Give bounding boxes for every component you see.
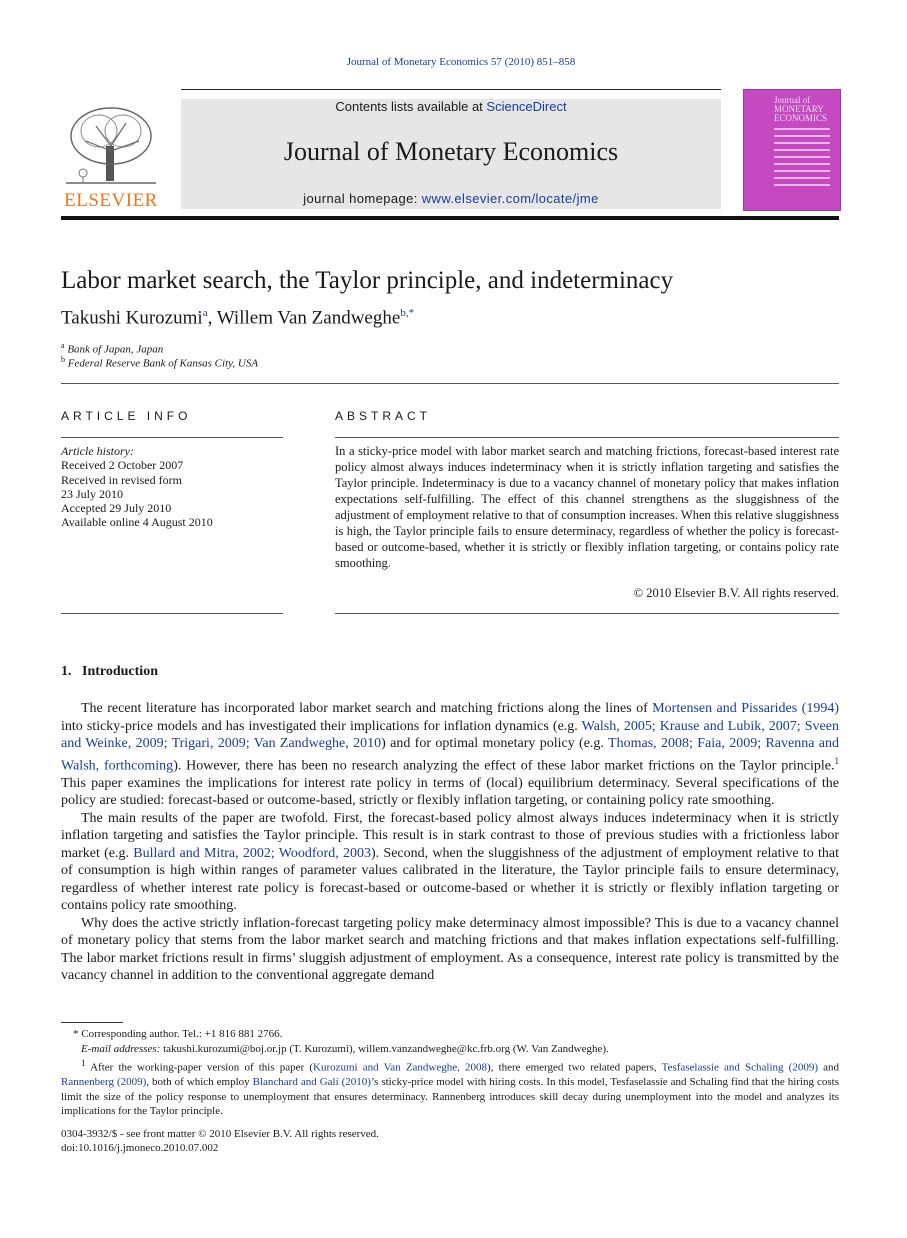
front-matter-line: 0304-3932/$ - see front matter © 2010 Elsevier B.V. All rights reserved. xyxy=(61,1128,379,1140)
section-heading-introduction: 1. Introduction xyxy=(61,664,158,679)
homepage-prefix: journal homepage: xyxy=(303,191,422,206)
header-rule xyxy=(181,89,721,90)
text: The main results of the paper are twofold. First, the forecast-based policy almost always induces indeterminacy when it is strictly inflation targeting and satisfies the Taylor principle. This result is in stark contrast to those of previous studies with a frictionless labor market (e.g. xyxy=(61,810,839,861)
ref-link[interactable]: Mortensen and Pissarides (1994) xyxy=(652,701,839,716)
journal-citation[interactable]: Journal of Monetary Economics 57 (2010) 851–858 xyxy=(346,56,576,68)
history-revised: Received in revised form xyxy=(61,472,182,487)
affiliation-b-text: Federal Reserve Bank of Kansas City, USA xyxy=(67,357,259,370)
article-title: Labor market search, the Taylor principle, and indeterminacy xyxy=(61,267,674,294)
author-2-affil-mark[interactable]: b, xyxy=(400,307,409,319)
text: ). However, there has been no research analyzing the effect of these labor market frictions on the Taylor principle. xyxy=(173,758,835,774)
contents-prefix: Contents lists available at xyxy=(335,99,487,114)
text: ). Second, when the sluggishness of the adjustment of employment relative to that of consumption is high within ranges of parameter values calibrated in the literature, the Taylor principle fails to ensure determinacy, regardless of whether interest rate policy is forecast-based or outcome-based or whether it is strictly or flexibly inflation targeting or contains policy rate smoothing. xyxy=(61,845,839,914)
abstract-heading: ABSTRACT xyxy=(335,409,432,423)
sciencedirect-link[interactable]: ScienceDirect xyxy=(486,99,567,114)
article-history xyxy=(61,444,213,530)
article-info-bottom-rule xyxy=(61,613,283,614)
homepage-link[interactable]: www.elsevier.com/locate/jme xyxy=(421,191,599,206)
text: into sticky-price models and has investigated their implications for inflation dynamics (e.g. xyxy=(61,718,582,734)
ref-link[interactable]: Tesfaselassie and Schaling (2009) xyxy=(661,1061,818,1074)
history-revised-date: 23 July 2010 xyxy=(61,486,124,501)
text: After the working-paper version of this paper ( xyxy=(85,1061,314,1074)
email-addresses: takushi.kurozumi@boj.or.jp (T. Kurozumi), willem.vanzandweghe@kc.frb.org (W. Van Zandweghe). xyxy=(160,1042,609,1055)
journal-title: Journal of Monetary Economics xyxy=(283,137,619,166)
body-text xyxy=(61,700,839,985)
email-note xyxy=(61,1042,839,1057)
ref-link[interactable]: Thomas, 2008; Faia, 2009; Ravenna and Walsh, forthcoming xyxy=(61,736,839,774)
text: This paper examines the implications for interest rate policy in terms of (local) equilibrium determinacy. Several specifications of the policy are studied: forecast-based or outcome-based, strictly or flexibly inflation targeting, or containing policy rate smoothing. xyxy=(61,775,839,809)
footnote-rule xyxy=(61,1022,123,1023)
footnote-1-number: 1 xyxy=(81,1058,86,1068)
corresponding-author-mark[interactable]: * xyxy=(408,307,415,319)
issn-block xyxy=(61,1127,379,1155)
affiliation-b-mark: b xyxy=(61,355,65,364)
ref-link[interactable]: Blanchard and Galí (2010) xyxy=(252,1076,371,1089)
ref-link[interactable]: Rannenberg (2009) xyxy=(61,1076,147,1089)
cover-title: Journal of MONETARY ECONOMICS xyxy=(774,95,828,123)
authors-rule xyxy=(61,383,839,384)
text: and xyxy=(818,1061,840,1074)
footnotes xyxy=(61,1027,839,1119)
cover-contents-lines xyxy=(774,128,830,191)
history-accepted: Accepted 29 July 2010 xyxy=(61,501,172,516)
ref-link[interactable]: Kurozumi and Van Zandweghe, 2008 xyxy=(313,1061,488,1074)
contents-line xyxy=(181,99,721,114)
affiliation-a xyxy=(61,341,163,356)
text: ), there emerged two related papers, xyxy=(487,1061,662,1074)
text: ) and for optimal monetary policy (e.g. xyxy=(381,736,609,751)
author-line xyxy=(61,307,414,329)
corresponding-author-note: * Corresponding author. Tel.: +1 816 881 2766. xyxy=(73,1028,283,1040)
affiliation-b xyxy=(61,355,258,370)
ref-link[interactable]: Walsh, 2005; Krause and Lubik, 2007; Sveen and Weinke, 2009; Trigari, 2009; Van Zandweghe, 2010 xyxy=(61,718,839,751)
homepage-line xyxy=(181,191,721,206)
history-online: Available online 4 August 2010 xyxy=(61,515,213,530)
author-1: Takushi Kurozumi xyxy=(61,307,203,329)
publisher-name: ELSEVIER xyxy=(64,190,158,211)
article-info-heading: ARTICLE INFO xyxy=(61,409,192,423)
abstract-rule xyxy=(335,437,839,438)
ref-link[interactable]: Bullard and Mitra, 2002; Woodford, 2003 xyxy=(133,845,371,861)
affiliation-a-mark: a xyxy=(61,341,65,350)
paragraph-2 xyxy=(61,810,839,915)
paragraph-3: Why does the active strictly inflation-forecast targeting policy make determinacy almost impossible? This is due to a vacancy channel of monetary policy that stems from the labor market search and matching frictions and that makes inflation expectations self-fulfilling. The labor market frictions result in firms’ sluggish adjustment of employment. As a consequence, interest rate policy is transmitted by the vacancy channel in addition to the conventional aggregate demand xyxy=(61,915,839,984)
header-thick-rule xyxy=(61,216,839,220)
article-info-rule xyxy=(61,437,283,438)
text: ’s sticky-price model with hiring costs. In this model, Tesfaselassie and Schaling find that the hiring costs limit the size of the policy response to unemployment that ensures determinacy. Rannenberg introduces skill decay during unemployment into the model and analyzes its implications for the Taylor principle. xyxy=(61,1076,839,1118)
affiliation-a-text: Bank of Japan, Japan xyxy=(67,343,164,356)
author-1-affil-mark[interactable]: a xyxy=(202,307,208,319)
footnote-1-mark[interactable]: 1 xyxy=(834,755,839,766)
abstract-text: In a sticky-price model with labor market search and matching frictions, forecast-based interest rate policy almost always induces indeterminacy when it is strictly inflation targeting and satisfies the Taylor principle. Indeterminacy is due to a vacancy channel of monetary policy that makes inflation expectations self-fulfilling. The effect of this channel strengthens as the sluggishness of the adjustment of employment relative to that of consumption increases. When this relative sluggishness is high, the Taylor principle fails to ensure determinacy, regardless of whether the policy is forecast-based or outcome-based, whether it is strictly or flexibly inflation targeting, or contains policy rate smoothing. xyxy=(335,444,839,570)
journal-cover-image xyxy=(743,89,841,211)
abstract-copyright: © 2010 Elsevier B.V. All rights reserved. xyxy=(633,586,839,600)
footnote-1 xyxy=(61,1056,839,1119)
author-2: Willem Van Zandweghe xyxy=(216,307,401,329)
doi-line[interactable]: doi:10.1016/j.jmoneco.2010.07.002 xyxy=(61,1142,219,1154)
paragraph-1 xyxy=(61,700,839,810)
text: , both of which employ xyxy=(146,1076,253,1089)
abstract-bottom-rule xyxy=(335,613,839,614)
author-separator: , xyxy=(207,307,217,329)
text: The recent literature has incorporated labor market search and matching frictions along the lines of xyxy=(81,701,653,716)
email-label: E-mail addresses: xyxy=(81,1042,161,1055)
history-label: Article history: xyxy=(61,444,134,458)
history-received: Received 2 October 2007 xyxy=(61,458,184,473)
